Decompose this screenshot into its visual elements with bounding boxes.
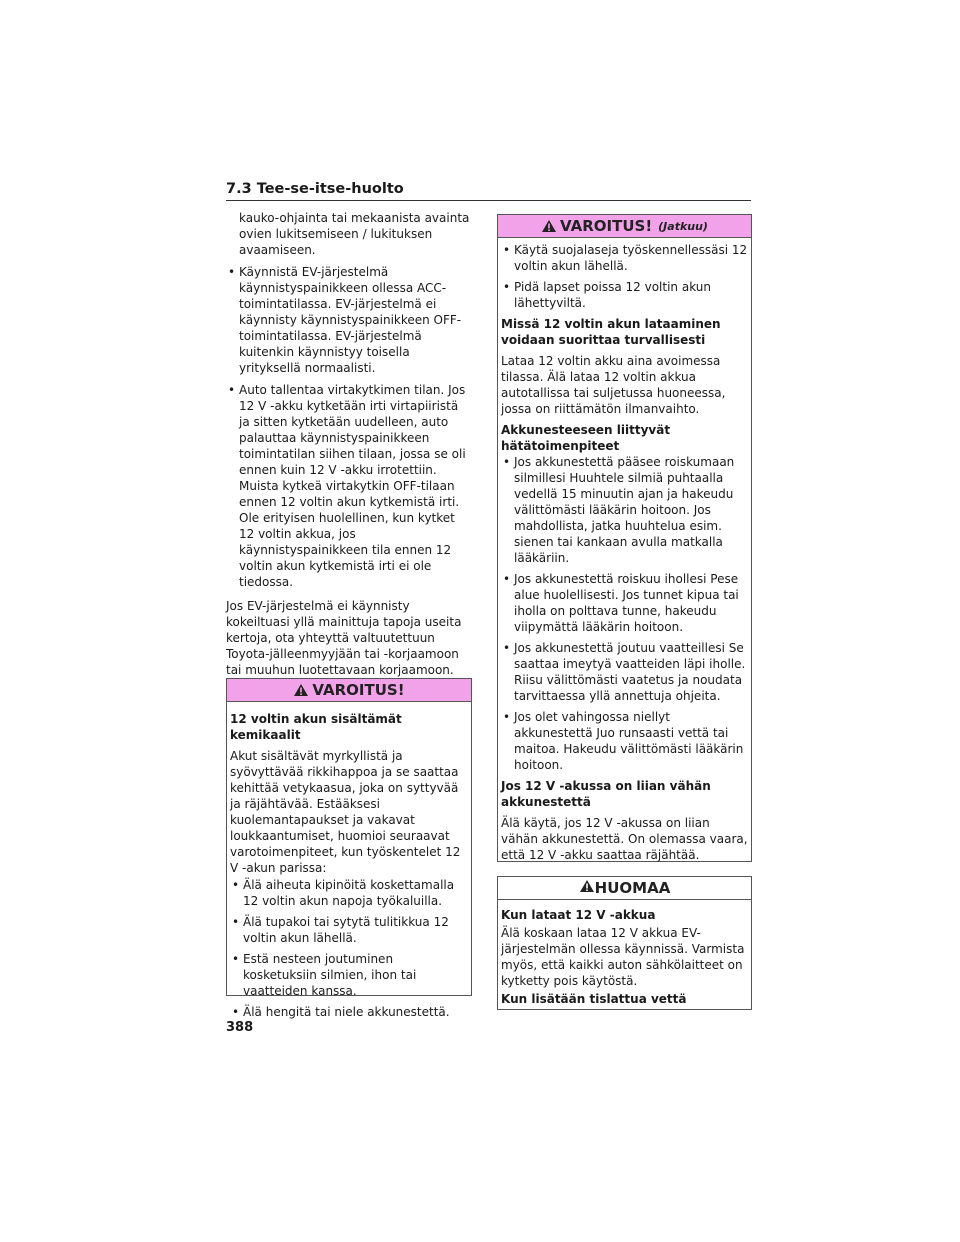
section-header (226, 178, 751, 201)
warning-continued-title: VAROITUS! (560, 217, 653, 235)
list-item: • Älä aiheuta kipinöitä koskettamalla 12 voltin akun napoja työkaluilla. (230, 877, 468, 909)
warning-bullet-list (230, 877, 468, 1020)
warning-continued-body (498, 238, 751, 872)
notice-heading-distilled-water: Kun lisätään tislattua vettä (501, 992, 687, 1006)
list-item: • Jos akkunestettä joutuu vaatteillesi Se saattaa imeytyä vaatteiden läpi iholle. Riisu välittömästi vaatetus ja noudata tarvittaessa yllä annettuja ohjeita. (501, 640, 748, 704)
warning-continued-bullets (501, 242, 748, 311)
list-item: • Älä tupakoi tai sytytä tulitikkua 12 voltin akun lähellä. (230, 914, 468, 946)
page-number: 388 (226, 1020, 254, 1035)
caution-triangle-icon (579, 879, 595, 897)
list-item: • Jos akkunestettä roiskuu ihollesi Pese alue huolellisesti. Jos tunnet kipua tai iholla on polttava tunne, hakeudu viipymättä lääkärin hoitoon. (501, 571, 748, 635)
warning-text: Akut sisältävät myrkyllistä ja syövyttävää rikkihappoa ja se saattaa kehittää vetykaasua, joka on syttyvää ja räjähtävää. Estääksesi kuolemantapaukset ja vakavat loukkaantumiset, huomioi seuraavat varotoimenpiteet, kun työskentelet 12 V -akun parissa: (230, 749, 461, 875)
list-item: • Pidä lapset poissa 12 voltin akun lähettyviltä. (501, 279, 748, 311)
warning-continued-box (497, 214, 752, 862)
notice-box (497, 876, 752, 1010)
notice-box-header (498, 877, 751, 900)
warning-heading: 12 voltin akun sisältämät kemikaalit (230, 712, 402, 742)
list-item: • Jos akkunestettä pääsee roiskumaan silmillesi Huuhtele silmiä puhtaalla vedellä 15 minuutin ajan ja hakeudu välittömästi lääkärin hoitoon. Jos mahdollista, jatka huuhtelua esim. sienen tai kankaan avulla matkalla lääkäriin. (501, 454, 748, 566)
list-item: • Auto tallentaa virtakytkimen tilan. Jos 12 V -akku kytketään irti virtapiiristä ja sitten kytketään uudelleen, auto palauttaa käynnistyspainikkeen toimintatilan siihen tilaan, jossa se oli ennen kuin 12 V -akku irrotettiin. Muista kytkeä virtakytkin OFF-tilaan ennen 12 voltin akun kytkemistä irti. Ole erityisen huolellinen, kun kytket 12 voltin akkua, jos käynnistyspainikkeen tila ennen 12 voltin akun kytkemistä irti ei ole tiedossa. (226, 382, 471, 590)
section-title: 7.3 Tee-se-itse-huolto (226, 181, 404, 197)
list-item: • Käynnistä EV-järjestelmä käynnistyspainikkeen ollessa ACC-toimintatilassa. EV-järjestelmä ei käynnisty käynnistyspainikkeen OFF-toimintatilassa. EV-järjestelmä kuitenkin käynnistyy toisella yrityksellä normaalisti. (226, 264, 471, 376)
emergency-bullets (501, 454, 748, 773)
paragraph: Lataa 12 voltin akku aina avoimessa tilassa. Älä lataa 12 voltin akkua autotallissa tai suljetussa huoneessa, jossa on riittämätön ilmanvaihto. (501, 354, 726, 416)
warning-box (226, 678, 472, 1019)
warning-box-header (227, 679, 471, 702)
list-item: • Käytä suojalaseja työskennellessäsi 12 voltin akun lähellä. (501, 242, 748, 274)
paragraph: Jos EV-järjestelmä ei käynnisty kokeiltuasi yllä mainittuja tapoja useita kertoja, ota yhteyttä valtuutettuun Toyota-jälleenmyyjään tai -korjaamoon tai muuhun luotettavaan korjaamoon. (226, 599, 462, 677)
list-item: • Jos olet vahingossa niellyt akkunestettä Juo runsaasti vettä tai maitoa. Hakeudu välittömästi lääkärin hoitoon. (501, 709, 748, 773)
left-column (226, 210, 471, 684)
list-item: • Estä nesteen joutuminen kosketuksiin silmien, ihon tai vaatteiden kanssa. (230, 951, 468, 999)
subheading-charging-location: Missä 12 voltin akun lataaminen voidaan suorittaa turvallisesti (501, 317, 721, 347)
warning-continued-header (498, 215, 751, 238)
list-item: • Älä hengitä tai niele akkunestettä. (230, 1004, 468, 1020)
subheading-low-electrolyte: Jos 12 V -akussa on liian vähän akkunestettä (501, 779, 711, 809)
warning-triangle-icon (541, 219, 557, 233)
notice-box-title: HUOMAA (594, 879, 671, 897)
warning-triangle-icon (293, 683, 309, 697)
warning-box-title: VAROITUS! (312, 681, 405, 699)
notice-heading-charging: Kun lataat 12 V -akkua (501, 908, 656, 922)
subheading-emergency: Akkunesteeseen liittyvät hätätoimenpiteet (501, 423, 671, 453)
warning-box-body (227, 702, 471, 1029)
paragraph: Älä koskaan lataa 12 V akkua EV-järjestelmän ollessa käynnissä. Varmista myös, että kaikki auton sähkölaitteet on kytketty pois käytöstä. (501, 926, 745, 988)
warning-continued-subtitle: (Jatkuu) (658, 219, 708, 233)
notice-box-body (498, 900, 751, 1016)
left-bullet-list (226, 264, 471, 590)
continued-bullet-text: kauko-ohjainta tai mekaanista avainta ovien lukitsemiseen / lukituksen avaamiseen. (239, 211, 470, 257)
paragraph: Älä käytä, jos 12 V -akussa on liian vähän akkunestettä. On olemassa vaara, että 12 V -akku saattaa räjähtää. (501, 816, 748, 862)
